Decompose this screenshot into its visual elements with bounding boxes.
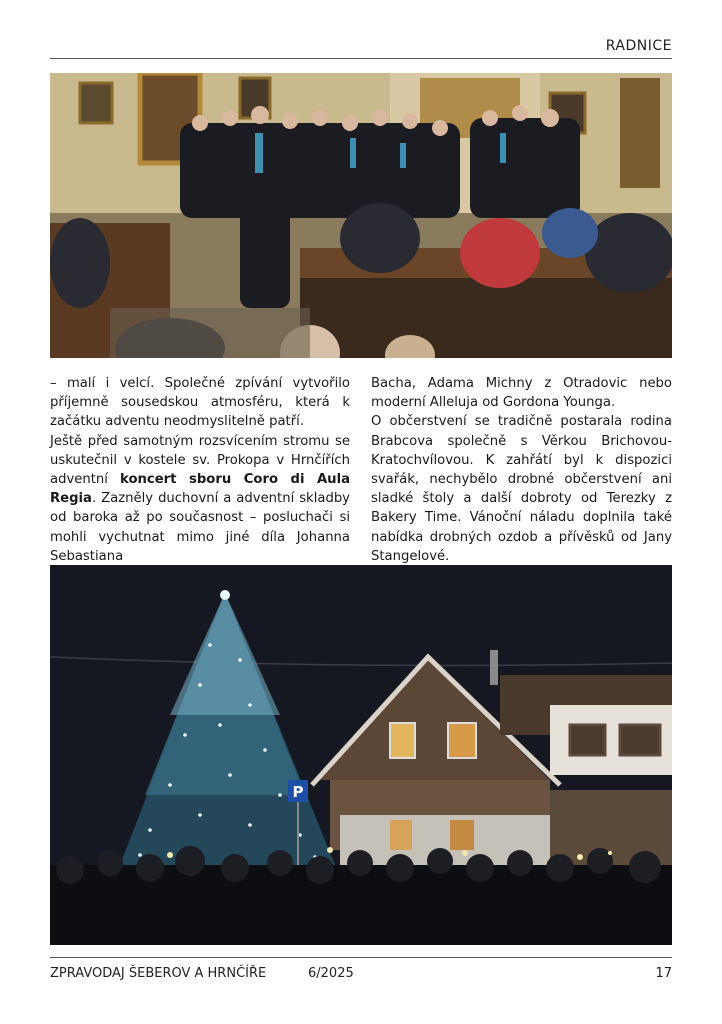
article-paragraph: O občerstvení se tradičně postarala rodina Brabcova společně s Věrkou Brichovou-Kratochvílovou. K zahřátí byl k dispozici svařák, nechybělo drobné občerstvení ani sladké štoly a další dobroty od Terezky z Bakery Time. Vánoční náladu doplnila také nabídka drobných ozdob a přívěsků od Jany Stangelové. xyxy=(371,414,672,564)
christmas-tree-photo xyxy=(50,565,672,945)
footer-issue: 6/2025 xyxy=(308,966,354,981)
section-label: RADNICE xyxy=(605,38,672,54)
christmas-tree-image xyxy=(50,565,672,945)
article-paragraph-concert xyxy=(50,432,350,566)
article-column-right xyxy=(371,374,672,566)
concert-name-bold: koncert sboru Coro di Aula Regia xyxy=(50,472,350,507)
page-number: 17 xyxy=(655,966,672,981)
article-paragraph: Bacha, Adama Michny z Otradovic nebo moderní Alleluja od Gordona Younga. xyxy=(371,376,672,411)
footer-rule xyxy=(50,957,672,958)
article-text: . Zazněly duchovní a adventní skladby od baroka až po současnost – posluchači si mohli vychutnat mimo jiné díla Johanna Sebastiana xyxy=(50,491,350,564)
choir-concert-image xyxy=(50,73,672,358)
choir-concert-photo xyxy=(50,73,672,358)
article-text: Ještě před samotným rozsvícením stromu se uskutečnil v kostele sv. Prokopa v Hrnčířích adventní xyxy=(50,433,350,488)
header-rule xyxy=(50,58,672,59)
footer-publication: ZPRAVODAJ ŠEBEROV A HRNČÍŘE xyxy=(50,966,267,981)
article-paragraph: – malí i velcí. Společné zpívání vytvořilo příjemně sousedskou atmosféru, která k začátku adventu neodmyslitelně patří. xyxy=(50,376,350,430)
parking-sign-letter: P xyxy=(292,783,304,801)
article-column-left xyxy=(50,374,350,566)
